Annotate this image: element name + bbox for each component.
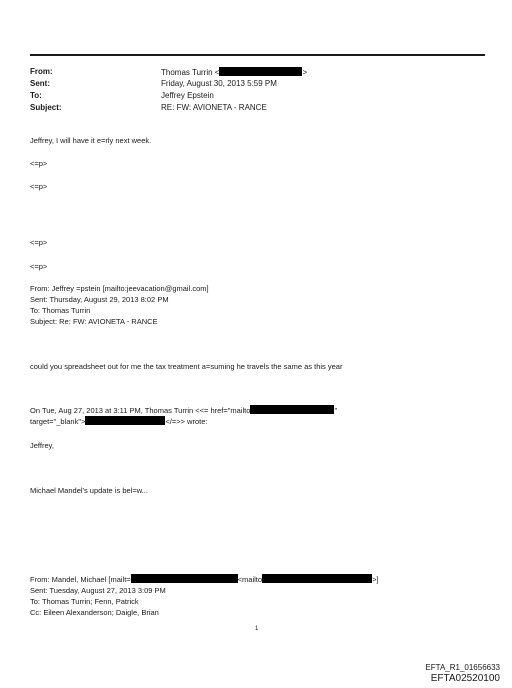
- p-tag-1: <=p>: [30, 159, 48, 168]
- request-line: could you spreadsheet out for me the tax treatment a=suming he travels the same as this year: [30, 362, 343, 371]
- mandel-update-line: Michael Mandel's update is bel=w...: [30, 486, 148, 495]
- fwd2-from-mid: <mailto: [237, 575, 263, 584]
- redaction-bar: [131, 574, 238, 583]
- to-value: Jeffrey Epstein: [161, 91, 214, 100]
- on-tue-line: [30, 405, 337, 416]
- from-label: From:: [30, 67, 53, 76]
- redaction-bar: [250, 405, 334, 414]
- page-number: 1: [255, 626, 259, 632]
- bates-number-1: EFTA_R1_01656633: [425, 663, 500, 672]
- from-suffix: >: [302, 68, 308, 77]
- fwd1-sent: Sent: Thursday, August 29, 2013 8:02 PM: [30, 295, 169, 304]
- target-line: [30, 416, 208, 427]
- p-tag-2: <=p>: [30, 182, 48, 191]
- header-rule: [30, 54, 485, 56]
- redaction-bar: [262, 574, 372, 583]
- fwd2-cc: Cc: Eileen Alexanderson; Daigle, Brian: [30, 608, 159, 617]
- sent-value: Friday, August 30, 2013 5:59 PM: [161, 79, 277, 88]
- subject-label: Subject:: [30, 103, 62, 112]
- fwd2-sent: Sent: Tuesday, August 27, 2013 3:09 PM: [30, 586, 166, 595]
- bates-number-2: EFTA02520100: [430, 673, 500, 684]
- on-tue-quote: ": [334, 406, 338, 415]
- fwd1-to: To: Thomas Turrin: [30, 306, 91, 315]
- fwd1-subject: Subject: Re: FW: AVIONETA - RANCE: [30, 317, 158, 326]
- greeting-jeffrey: Jeffrey,: [30, 441, 54, 450]
- sent-label: Sent:: [30, 79, 50, 88]
- fwd2-to: To: Thomas Turrin; Fenn, Patrick: [30, 597, 139, 606]
- p-tag-3: <=p>: [30, 238, 48, 247]
- reply-line: Jeffrey, I will have it e=rly next week.: [30, 136, 152, 145]
- redaction-bar: [219, 67, 302, 76]
- fwd2-from-prefix: From: Mandel, Michael [mailt=: [30, 575, 131, 584]
- to-label: To:: [30, 91, 42, 100]
- fwd2-from: [30, 574, 379, 585]
- p-tag-4: <=p>: [30, 262, 48, 271]
- subject-value: RE: FW: AVIONETA - RANCE: [161, 103, 267, 112]
- fwd1-from: From: Jeffrey =pstein [mailto:jeevacation@gmail.com]: [30, 284, 209, 293]
- on-tue-prefix: On Tue, Aug 27, 2013 at 3:11 PM, Thomas Turrin <<= href="mailto: [30, 406, 251, 415]
- redaction-bar: [85, 416, 165, 425]
- from-name: Thomas Turrin <: [161, 68, 220, 77]
- target-suffix: </=>> wrote:: [165, 417, 208, 426]
- fwd2-from-suffix: >]: [372, 575, 379, 584]
- target-prefix: target="_blank">: [30, 417, 86, 426]
